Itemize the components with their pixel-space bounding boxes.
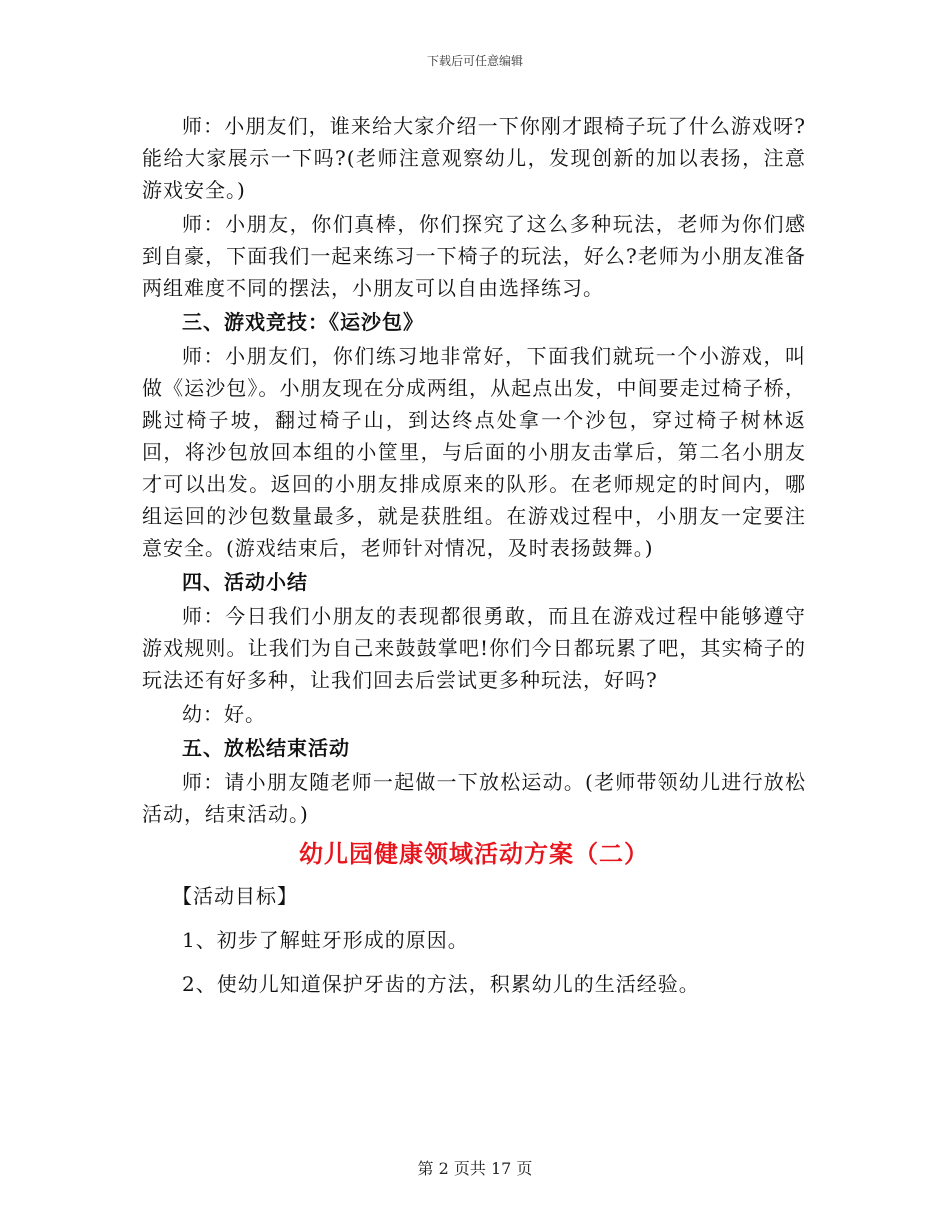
paragraph-teacher-praise: 师：小朋友，你们真棒，你们探究了这么多种玩法，老师为你们感到自豪，下面我们一起来练习一下椅子的玩法，好么?老师为小朋友准备两组难度不同的摆法，小朋友可以自由选择练习。 xyxy=(142,212,806,300)
paragraph-summary: 师：今日我们小朋友的表现都很勇敢，而且在游戏过程中能够遵守游戏规则。让我们为自己来鼓鼓掌吧!你们今日都玩累了吧，其实椅子的玩法还有好多种，让我们回去后尝试更多种玩法，好吗? xyxy=(142,604,806,692)
paragraph-teacher-intro: 师：小朋友们，谁来给大家介绍一下你刚才跟椅子玩了什么游戏呀?能给大家展示一下吗?(老师注意观察幼儿，发现创新的加以表扬，注意游戏安全。) xyxy=(142,114,806,202)
paragraph-child-reply: 幼：好。 xyxy=(182,702,266,726)
goal-item-1: 1、初步了解蛀牙形成的原因。 xyxy=(182,928,469,952)
document-title: 幼儿园健康领域活动方案（二） xyxy=(299,839,649,868)
section-heading-summary: 四、活动小结 xyxy=(182,570,308,594)
paragraph-game-rules: 师：小朋友们，你们练习地非常好，下面我们就玩一个小游戏，叫做《运沙包》。小朋友现在分成两组，从起点出发，中间要走过椅子桥，跳过椅子坡，翻过椅子山，到达终点处拿一个沙包，穿过椅子树林返回，将沙包放回本组的小筐里，与后面的小朋友击掌后，第二名小朋友才可以出发。返回的小朋友排成原来的队形。在老师规定的时间内，哪组运回的沙包数量最多，就是获胜组。在游戏过程中，小朋友一定要注意安全。(游戏结束后，老师针对情况，及时表扬鼓舞。) xyxy=(142,344,806,560)
section-heading-relax: 五、放松结束活动 xyxy=(182,736,350,760)
document-body xyxy=(142,110,806,1012)
paragraph-relax: 师：请小朋友随老师一起做一下放松运动。(老师带领幼儿进行放松活动，结束活动。) xyxy=(142,770,806,826)
section-label-goals: 【活动目标】 xyxy=(172,884,298,908)
section-heading-game: 三、游戏竞技：《运沙包》 xyxy=(182,310,424,334)
page-header: 下载后可任意编辑 xyxy=(426,54,523,68)
page-footer: 第 2 页共 17 页 xyxy=(417,1159,533,1178)
goal-item-2: 2、使幼儿知道保护牙齿的方法，积累幼儿的生活经验。 xyxy=(182,972,700,996)
